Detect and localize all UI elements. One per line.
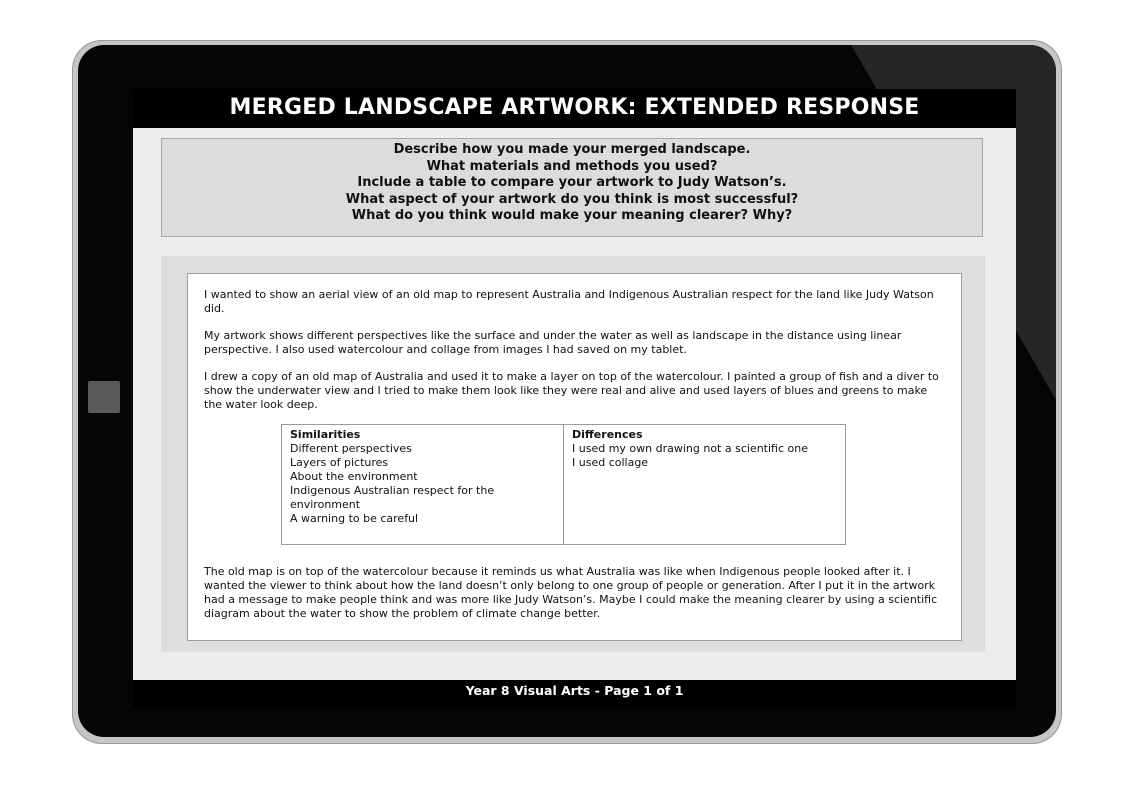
response-text-area[interactable] bbox=[187, 273, 962, 641]
page-title: MERGED LANDSCAPE ARTWORK: EXTENDED RESPONSE bbox=[133, 89, 1016, 128]
prompt-box bbox=[161, 138, 983, 237]
prompt-line: What materials and methods you used? bbox=[426, 158, 718, 174]
prompt-line: What do you think would make your meaning clearer? Why? bbox=[351, 208, 793, 223]
similarities-cell bbox=[282, 425, 564, 545]
similarity-item: Layers of pictures bbox=[290, 456, 389, 469]
similarity-item: About the environment bbox=[290, 470, 418, 483]
home-button[interactable] bbox=[88, 381, 120, 413]
prompt-line: What aspect of your artwork do you think is most successful? bbox=[345, 191, 799, 207]
prompt-line: Describe how you made your merged landscape. bbox=[393, 142, 751, 157]
difference-item: I used my own drawing not a scientific one bbox=[572, 442, 808, 455]
page-footer: Year 8 Visual Arts - Page 1 of 1 bbox=[133, 680, 1016, 709]
similarities-heading: Similarities bbox=[290, 428, 361, 441]
response-paragraph: I wanted to show an aerial view of an old map to represent Australia and Indigenous Australian respect for the land like Judy Watson did. bbox=[204, 288, 934, 315]
response-closing-paragraph: The old map is on top of the watercolour because it reminds us what Australia was like when Indigenous people looked after it. I wanted the viewer to think about how the land doesn’t only belong to one group of people or generation. After I put it in the artwork had a message to make people think and was more like Judy Watson’s. Maybe I could make the meaning clearer by using a scientific diagram about the water to show the problem of climate change better. bbox=[204, 565, 938, 620]
difference-item: I used collage bbox=[572, 456, 649, 469]
response-paragraph: I drew a copy of an old map of Australia and used it to make a layer on top of the watercolour. I painted a group of fish and a diver to show the underwater view and I tried to make them look like they were real and alive and used layers of blues and greens to make the water look deep. bbox=[204, 370, 939, 411]
differences-cell bbox=[564, 425, 846, 545]
tablet-screen bbox=[133, 89, 1016, 709]
differences-heading: Differences bbox=[572, 428, 643, 441]
response-panel bbox=[161, 256, 985, 652]
prompt-line: Include a table to compare your artwork to Judy Watson’s. bbox=[357, 175, 787, 190]
document-page bbox=[133, 128, 1016, 680]
response-paragraph: My artwork shows different perspectives like the surface and under the water as well as landscape in the distance using linear perspective. I also used watercolour and collage from images I had saved on my tablet. bbox=[204, 329, 902, 356]
similarity-item: Different perspectives bbox=[290, 442, 412, 455]
comparison-table bbox=[281, 424, 846, 545]
similarity-item: A warning to be careful bbox=[290, 512, 419, 525]
similarity-item: Indigenous Australian respect for the environment bbox=[290, 484, 495, 511]
